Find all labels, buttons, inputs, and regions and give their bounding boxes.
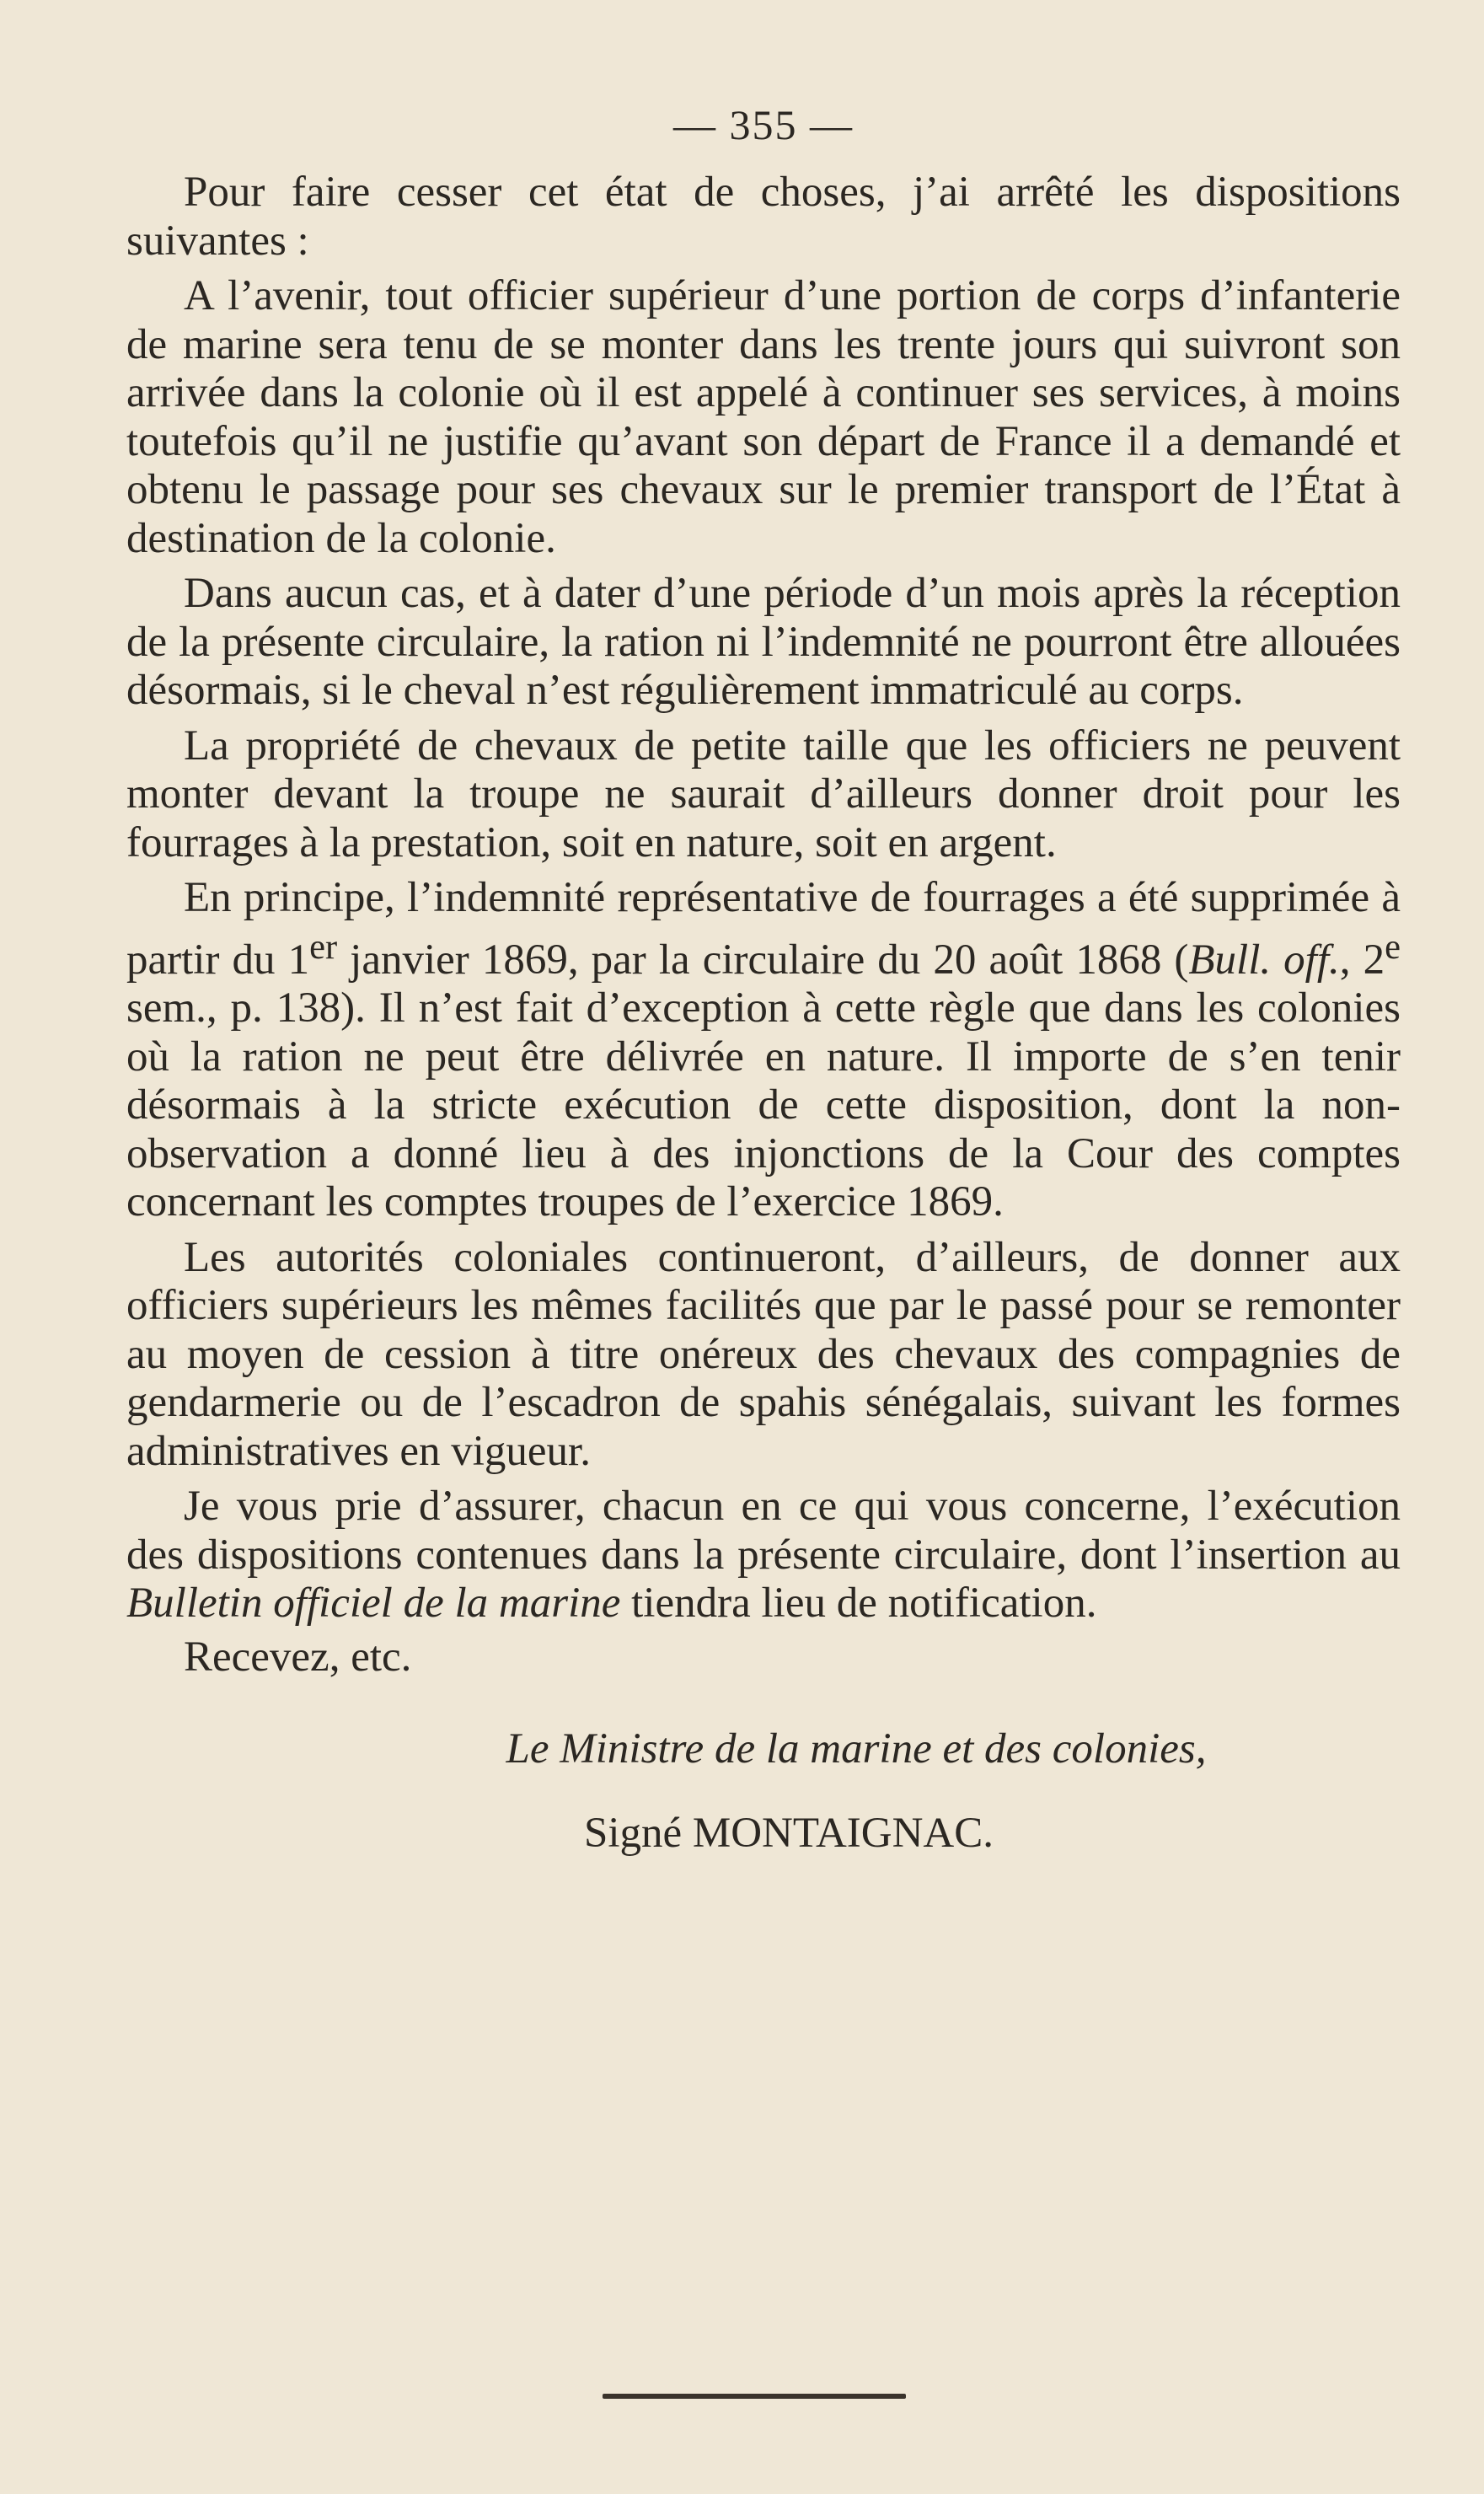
- closing-formula: Recevez, etc.: [184, 1633, 412, 1681]
- superscript-er: er: [309, 926, 338, 967]
- document-page: [126, 93, 1401, 1867]
- bulletin-reference: Bulletin officiel de la marine: [126, 1580, 621, 1627]
- paragraph-principle-text-2: janvier 1869, par la circulaire du 20 août 1868 (: [337, 936, 1189, 984]
- paragraph-request-text-2: tiendra lieu de notification.: [620, 1580, 1097, 1627]
- paragraph-request: [126, 1483, 1401, 1628]
- paragraph-request-text-1: Je vous prie d’assurer, chacun en ce qui vous concerne, l’exécution des dispositions contenues dans la présente circulaire, dont l’insertion au: [126, 1483, 1401, 1579]
- end-rule: [603, 2394, 906, 2399]
- signature-block: [126, 1715, 1401, 1867]
- paragraph-colonial-authorities: Les autorités coloniales continueront, d’ailleurs, de donner aux officiers supérieurs les mêmes facilités que par le passé pour se remonter au moyen de cession à titre onéreux des chevaux des compagnies de gendarmerie ou de l’escadron de spahis sénégalais, suivant les formes administratives en vigueur.: [126, 1233, 1401, 1475]
- bull-off-reference: Bull. off.: [1188, 936, 1340, 984]
- paragraph-ration: Dans aucun cas, et à dater d’une période d’un mois après la réception de la présente circulaire, la ration ni l’indemnité ne pourront être allouées désormais, si le cheval n’est régulièrement immatriculé au corps.: [126, 570, 1401, 714]
- paragraph-principle-text-1: En principe, l’indemnité représentative de fourrages a été supprimée à partir du 1: [126, 874, 1401, 984]
- paragraph-small-horses: La propriété de chevaux de petite taille que les officiers ne peuvent monter devant la troupe ne saurait d’ailleurs donner droit pour les fourrages à la prestation, soit en nature, soit en argent.: [126, 721, 1401, 866]
- paragraph-principle-text-3: , 2: [1339, 936, 1385, 984]
- page-number: — 355 —: [673, 101, 854, 148]
- paragraph-principle: [126, 874, 1401, 1227]
- paragraph-intro: Pour faire cesser cet état de choses, j’ai arrêté les dispositions suivantes :: [126, 169, 1401, 265]
- superscript-e: e: [1385, 926, 1401, 967]
- signature-title: Le Ministre de la marine et des colonies,: [506, 1725, 1207, 1773]
- paragraph-principle-text-4: sem., p. 138). Il n’est fait d’exception à cette règle que dans les colonies où la ration ne peut être délivrée en nature. Il importe de s’en tenir désormais à la stricte exécution de cette disposition, dont la non-observation a donné lieu à des injonctions de la Cour des comptes concernant les comptes troupes de l’exercice 1869.: [126, 984, 1401, 1226]
- signature-name: Signé MONTAIGNAC.: [583, 1810, 994, 1857]
- paragraph-officers-mount: A l’avenir, tout officier supérieur d’une portion de corps d’infanterie de marine sera tenu de se monter dans les trente jours qui suivront son arrivée dans la colonie où il est appelé à continuer ses services, à moins toutefois qu’il ne justifie qu’avant son départ de France il a demandé et obtenu le passage pour ses chevaux sur le premier transport de l’État à destination de la colonie.: [126, 272, 1401, 562]
